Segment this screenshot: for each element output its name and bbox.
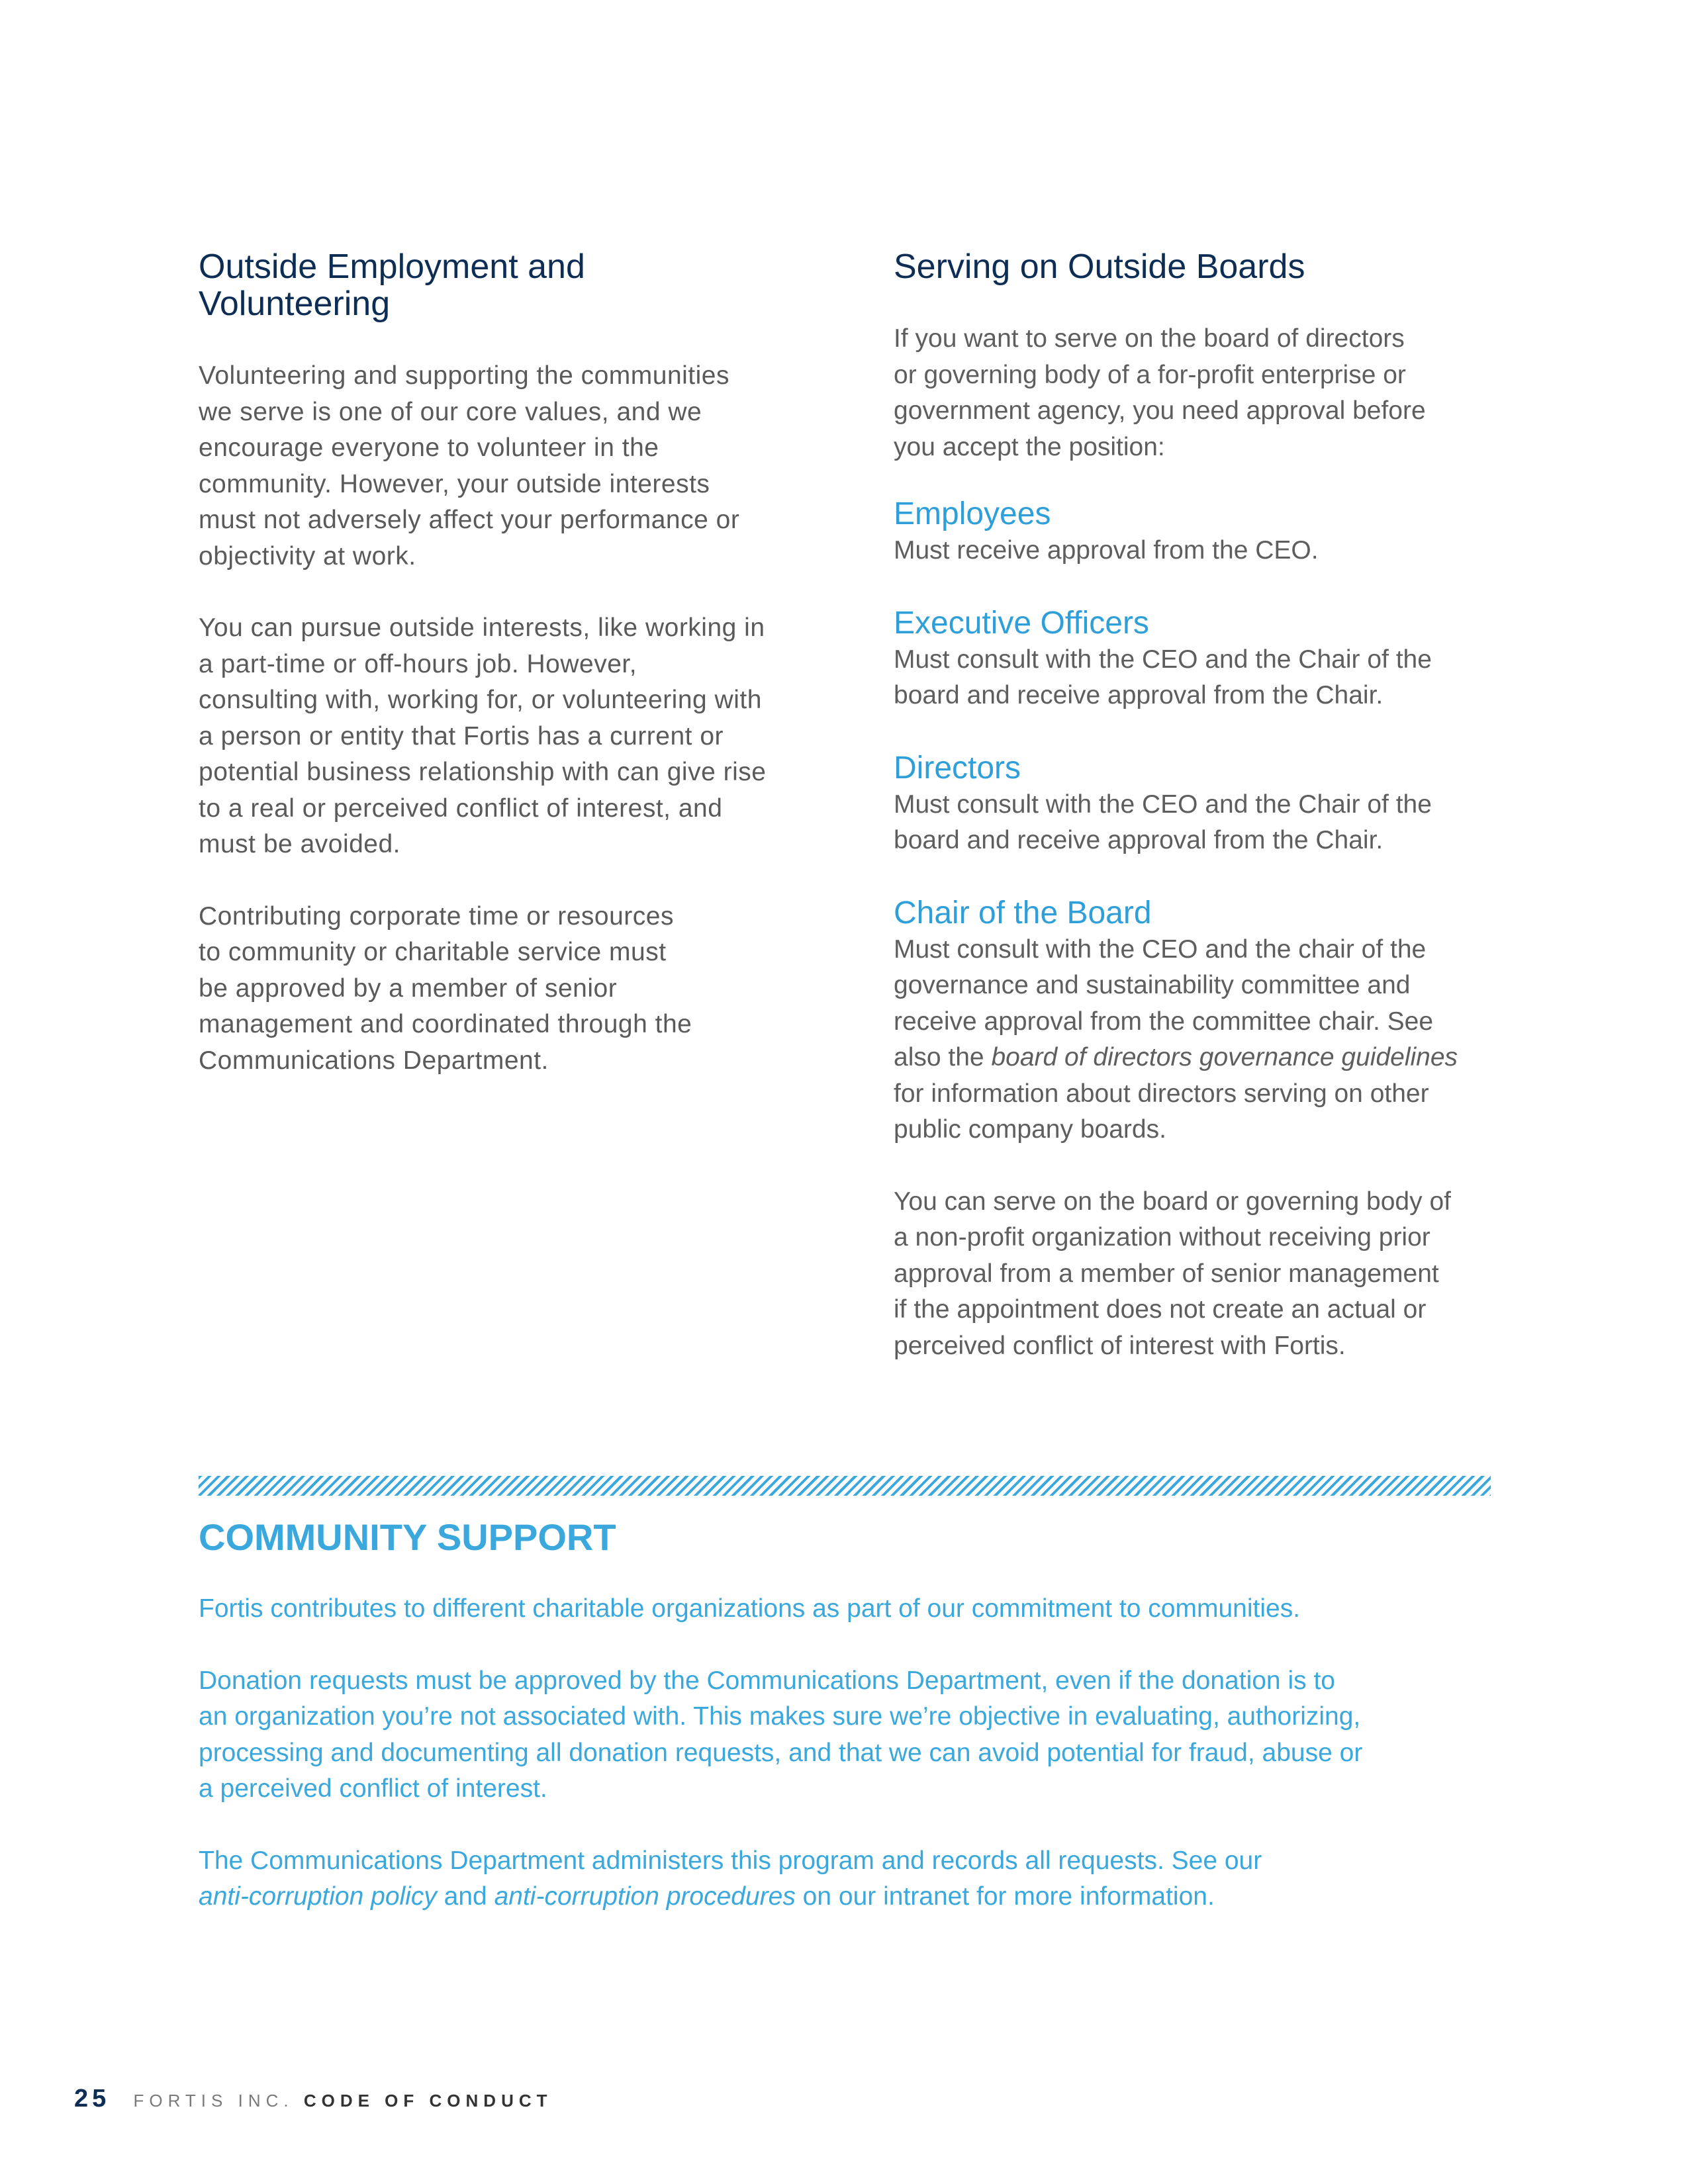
paragraph-boards-intro: If you want to serve on the board of directors or governing body of a for-profit enterprise or government agency, you need approval before you accept the position: bbox=[894, 324, 1426, 461]
executive-officers-heading: Executive Officers bbox=[894, 605, 1149, 641]
outside-boards-section bbox=[894, 248, 1509, 1364]
outside-employment-title bbox=[199, 248, 814, 322]
community-paragraph-1: Fortis contributes to different charitable organizations as part of our commitment to communities. bbox=[199, 1594, 1301, 1623]
anti-corruption-procedures-link[interactable]: anti-corruption procedures bbox=[494, 1882, 796, 1911]
directors-heading: Directors bbox=[894, 750, 1021, 786]
employees-text: Must receive approval from the CEO. bbox=[894, 536, 1319, 565]
outside-boards-title: Serving on Outside Boards bbox=[894, 248, 1305, 286]
anti-corruption-policy-link[interactable]: anti-corruption policy bbox=[199, 1882, 437, 1911]
paragraph-outside-interests: You can pursue outside interests, like working in a part-time or off-hours job. However, consulting with, working for, or volunteering with a person or entity that Fortis has a current or potential business relationship with can give rise to a real or perceived conflict of interest, and must be avoided. bbox=[199, 614, 767, 858]
title-line-2: Volunteering bbox=[199, 285, 391, 323]
striped-divider bbox=[199, 1476, 1491, 1496]
footer-doc-title: CODE OF CONDUCT bbox=[303, 2091, 553, 2111]
community-support-section bbox=[199, 1516, 1496, 1915]
paragraph-volunteering: Volunteering and supporting the communities we serve is one of our core values, and we encourage everyone to volunteer in the community. However, your outside interests must not adversely affect your performance or objectivity at work. bbox=[199, 361, 740, 570]
community-paragraph-3: The Communications Department administers this program and records all requests. See our anti-corruption policy and anti-corruption procedures on our intranet for more information. bbox=[199, 1846, 1262, 1911]
page-number: 25 bbox=[74, 2085, 111, 2113]
paragraph-corporate-time: Contributing corporate time or resources to community or charitable service must be approved by a member of senior management and coordinated through the Communications Department. bbox=[199, 901, 692, 1075]
title-line-1: Outside Employment and bbox=[199, 248, 585, 286]
governance-guidelines-link[interactable]: board of directors governance guidelines bbox=[991, 1043, 1458, 1071]
employees-heading: Employees bbox=[894, 496, 1051, 531]
executive-officers-text: Must consult with the CEO and the Chair of the board and receive approval from the Chair. bbox=[894, 645, 1432, 709]
directors-text: Must consult with the CEO and the Chair of the board and receive approval from the Chair. bbox=[894, 790, 1432, 854]
community-paragraph-2: Donation requests must be approved by the Communications Department, even if the donation is to an organization you’re not associated with. This makes sure we’re objective in evaluating, authorizing, processing and documenting all donation requests, and that we can avoid potential for fraud, abuse or a perceived conflict of interest. bbox=[199, 1666, 1363, 1803]
page-footer bbox=[74, 2085, 553, 2113]
paragraph-nonprofit: You can serve on the board or governing body of a non-profit organization without receiving prior approval from a member of senior management if the appointment does not create an actual or perceived conflict of interest with Fortis. bbox=[894, 1187, 1451, 1360]
chair-heading: Chair of the Board bbox=[894, 895, 1152, 931]
footer-company: FORTIS INC. bbox=[133, 2091, 294, 2111]
chair-text: Must consult with the CEO and the chair of the governance and sustainability committee and receive approval from the committee chair. See also the board of directors governance guidelines for information about directors serving on other public company boards. bbox=[894, 934, 1458, 1144]
outside-employment-section bbox=[199, 248, 814, 1079]
community-support-title: COMMUNITY SUPPORT bbox=[199, 1516, 616, 1558]
